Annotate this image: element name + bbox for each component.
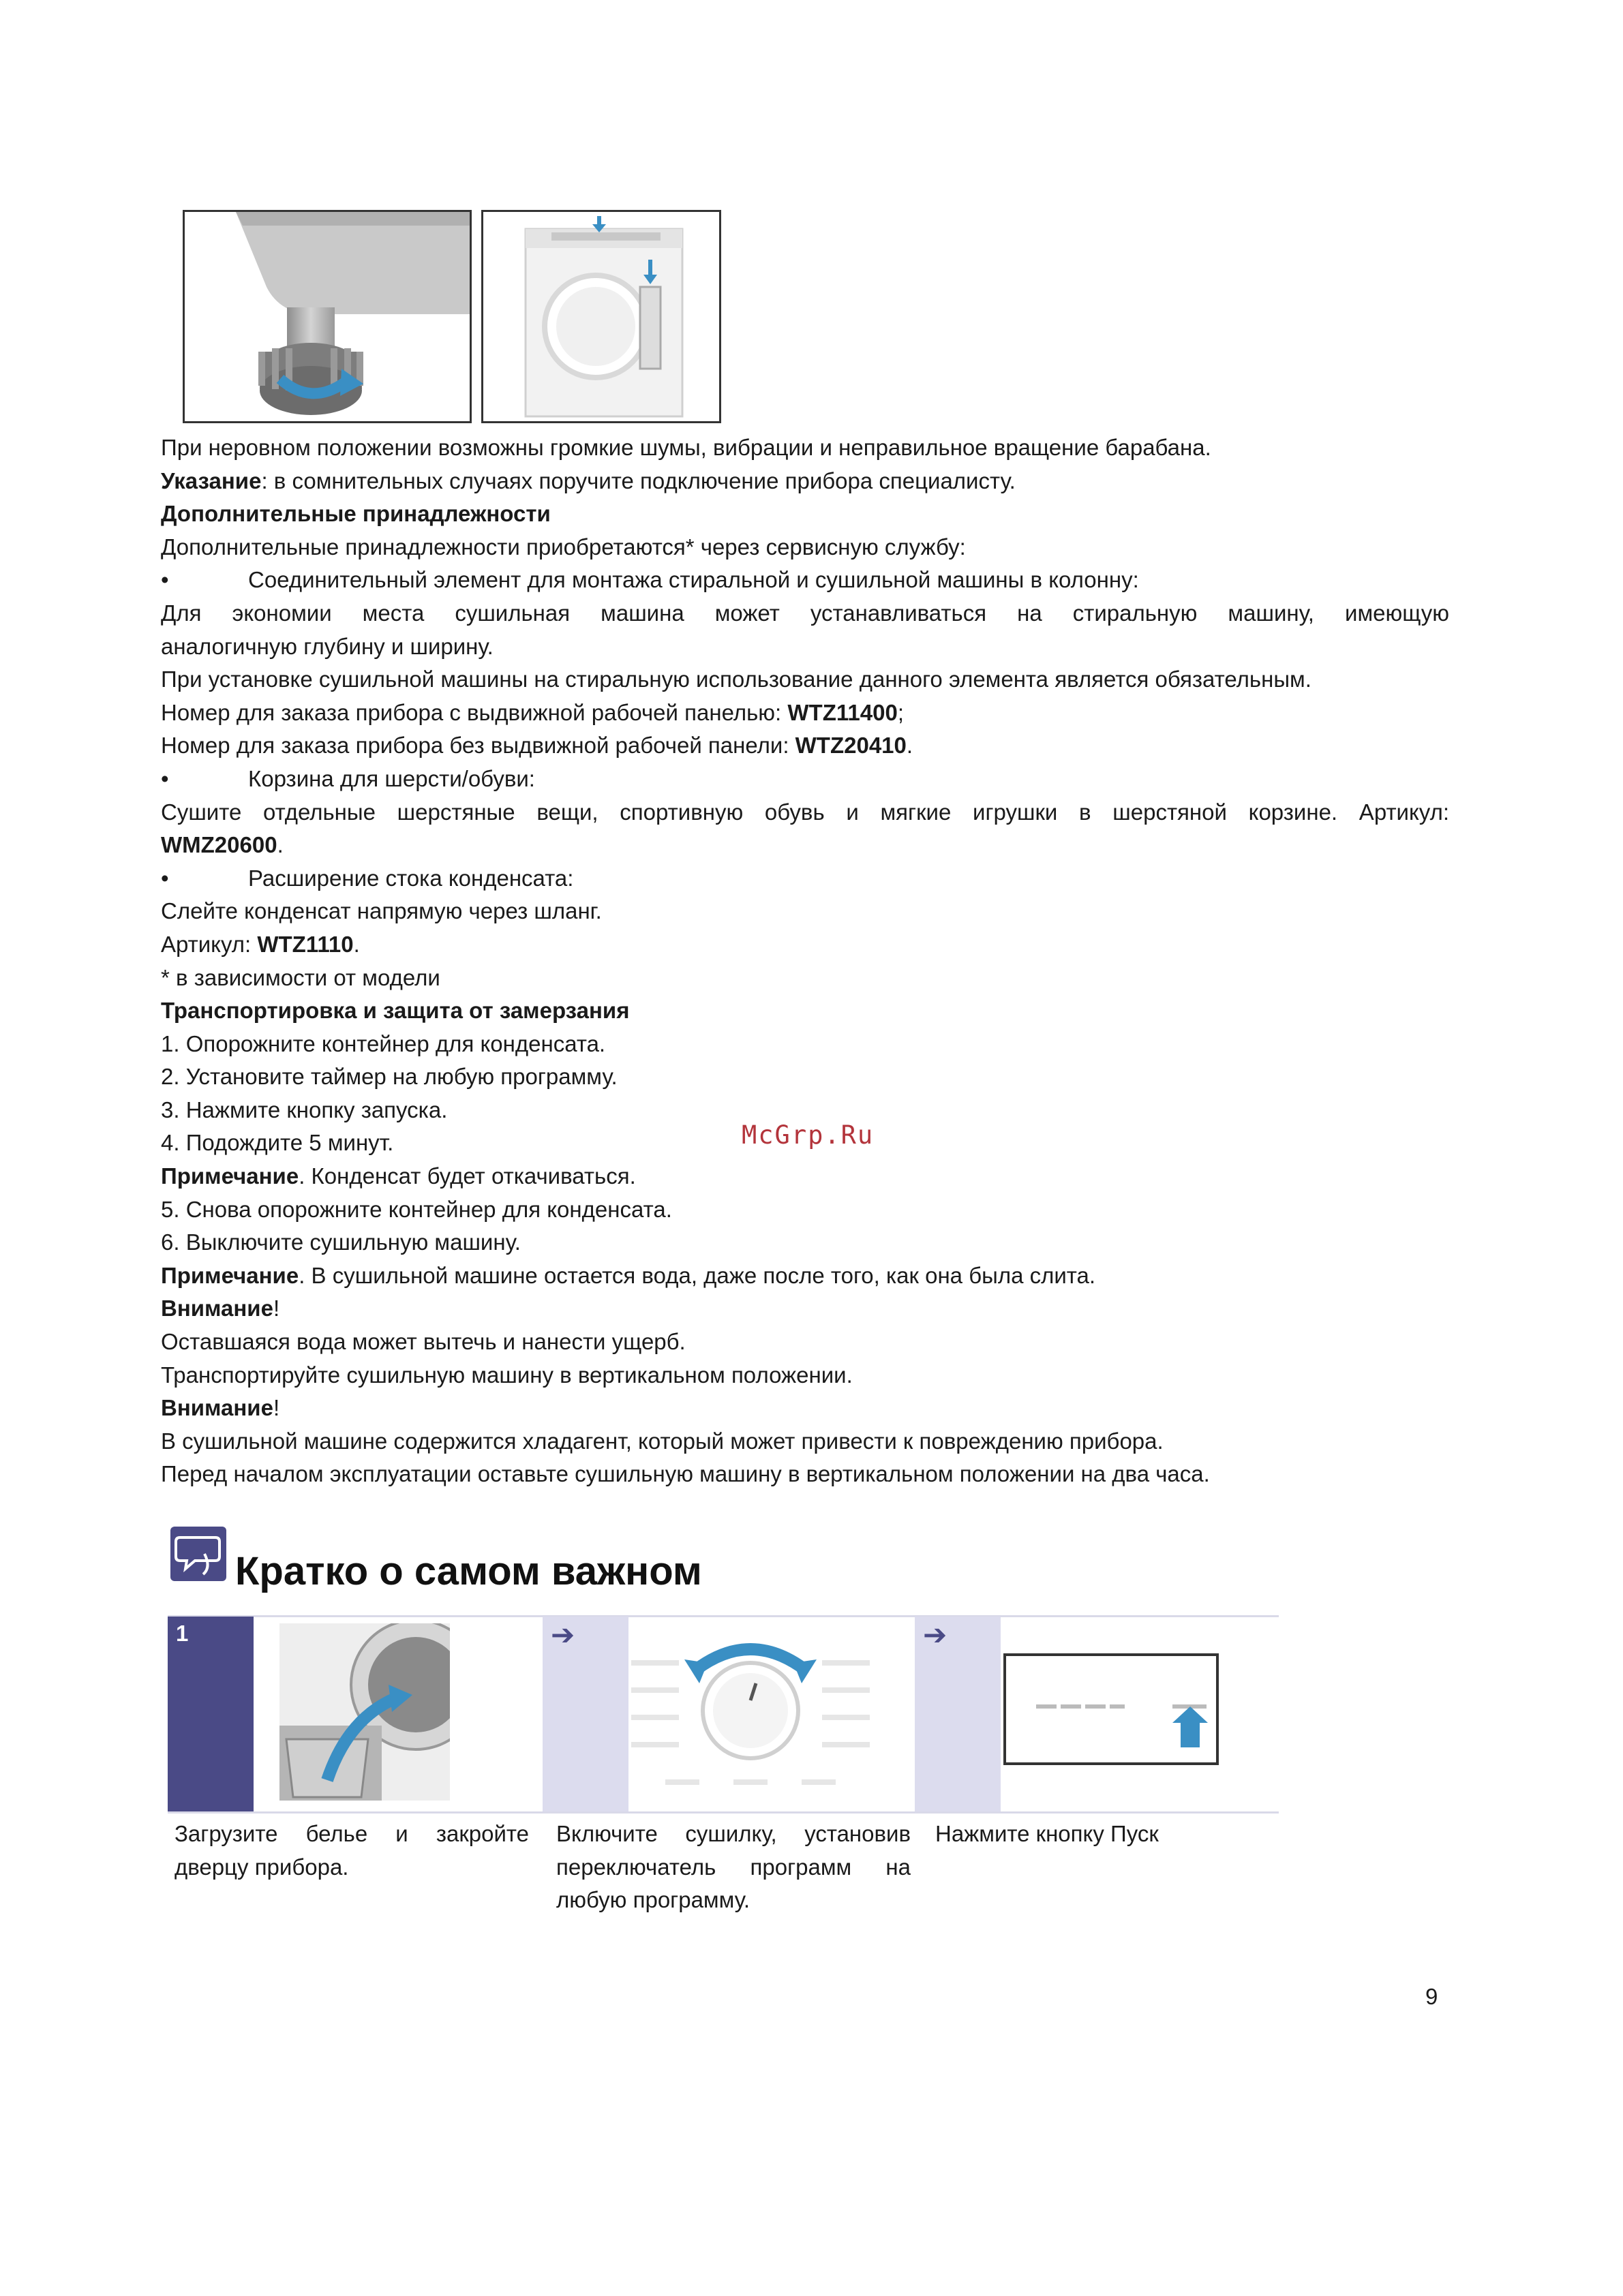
paragraph: аналогичную глубину и ширину. [161,633,494,659]
step-number: 1 [176,1621,189,1646]
step-line: 6. Выключите сушильную машину. [161,1229,521,1255]
paragraph: Оставшаяся вода может вытечь и нанести ущерб. [161,1329,686,1355]
paragraph: Сушите отдельные шерстяные вещи, спортивную обувь и мягкие игрушки в шерстяной корзине. Артикул: [161,799,1449,825]
caption-line: Загрузите белье и закройте [175,1821,529,1846]
bullet-item [161,564,1449,597]
step-line: 4. Подождите 5 минут. [161,1130,394,1156]
remark-text: . Конденсат будет откачиваться. [299,1163,636,1189]
figure-leveling-foot [183,210,472,423]
step-caption-1 [175,1818,529,1884]
remark-line [161,1160,1449,1193]
step-line: 1. Опорожните контейнер для конденсата. [161,1030,606,1056]
footnote: * в зависимости от модели [161,964,440,990]
punct: ! [273,1296,280,1321]
bullet-text: Расширение стока конденсата: [248,865,574,891]
paragraph: Перед началом эксплуатации оставьте сушильную машину в вертикальном положении на два часа. [161,1461,1210,1487]
punct: ; [897,699,904,725]
order-text: Номер для заказа прибора без выдвижной рабочей панели: [161,733,795,759]
article-line [161,829,1449,862]
leveling-foot-illustration [185,212,470,421]
punct: . [906,733,913,759]
program-selector-illustration [631,1622,870,1806]
step-line: 3. Нажмите кнопку запуска. [161,1097,448,1122]
caption-line: Нажмите кнопку Пуск [935,1821,1159,1846]
punct: . [353,931,360,957]
step-panel-1 [168,1617,536,1811]
heading-accessories: Дополнительные принадлежности [161,501,551,527]
punct: . [277,832,284,858]
remark-label: Примечание [161,1163,299,1189]
remark-text: . В сушильной машине остается вода, даже после того, как она была слита. [299,1262,1096,1288]
order-code: WTZ20410 [795,733,907,759]
article-text: Артикул: [161,931,258,957]
caption-line: дверцу прибора. [175,1854,349,1880]
remark-line [161,1259,1449,1293]
article-line [161,928,1449,962]
paragraph: Дополнительные принадлежности приобретаются* через сервисную службу: [161,534,966,560]
section-title: Кратко о самом важном [235,1549,702,1593]
warning-line [161,1392,1449,1425]
bullet-dot: • [161,865,169,891]
article-code: WTZ1110 [257,931,354,957]
bullet-item [161,862,1449,896]
bullet-text: Соединительный элемент для монтажа стиральной и сушильной машины в колонну: [248,567,1139,593]
panel-bottom-rule [168,1811,1279,1813]
paragraph: В сушильной машине содержится хладагент, который может привести к повреждению прибора. [161,1428,1164,1454]
quick-guide-icon [170,1527,226,1581]
paragraph: Слейте конденсат напрямую через шланг. [161,898,602,924]
order-number-line [161,729,1449,763]
caption-line: любую программу. [556,1887,750,1913]
paragraph: Для экономии места сушильная машина может устанавливаться на стиральную машину, имеющую [161,600,1449,626]
warning-line [161,1292,1449,1326]
bullet-text: Корзина для шерсти/обуви: [248,765,535,791]
page-number: 9 [1425,1984,1438,2009]
paragraph: При установке сушильной машины на стиральную использование данного элемента является обязательным. [161,667,1311,692]
warning-label: Внимание [161,1296,273,1321]
article-code: WMZ20600 [161,832,277,858]
bullet-item [161,763,1449,796]
main-text [161,431,1449,1491]
paragraph: При неровном положении возможны громкие шумы, вибрации и неправильное вращение барабана. [161,435,1211,460]
figure-dryer-stacking [481,210,721,423]
dryer-stacking-illustration [483,212,719,421]
heading-transport: Транспортировка и защита от замерзания [161,998,630,1024]
step-line: 2. Установите таймер на любую программу. [161,1064,618,1090]
order-number-line [161,697,1449,730]
step-caption-2 [556,1818,911,1917]
step-panel-2 [543,1617,911,1811]
note-label: Указание [161,468,262,493]
order-text: Номер для заказа прибора с выдвижной рабочей панелью: [161,699,788,725]
punct: ! [273,1395,280,1421]
order-code: WTZ11400 [787,699,898,725]
arrow-right-icon: ➔ [551,1619,575,1651]
bullet-dot: • [161,765,169,791]
watermark: McGrp.Ru [742,1120,875,1150]
caption-line: Включите сушилку, установив [556,1821,911,1846]
load-laundry-illustration [279,1623,450,1801]
caption-line: переключатель программ на [556,1854,911,1880]
bullet-dot: • [161,567,169,593]
warning-label: Внимание [161,1395,273,1421]
start-button-illustration [1002,1652,1220,1802]
note-text: : в сомнительных случаях поручите подключение прибора специалисту. [261,468,1016,493]
step-line: 5. Снова опорожните контейнер для конденсата. [161,1196,672,1222]
paragraph: Транспортируйте сушильную машину в вертикальном положении. [161,1362,853,1388]
step-panel-3 [915,1617,1279,1811]
note-line [161,465,1449,498]
step-caption-3 [935,1818,1276,1851]
remark-label: Примечание [161,1262,299,1288]
arrow-right-icon: ➔ [923,1619,947,1651]
